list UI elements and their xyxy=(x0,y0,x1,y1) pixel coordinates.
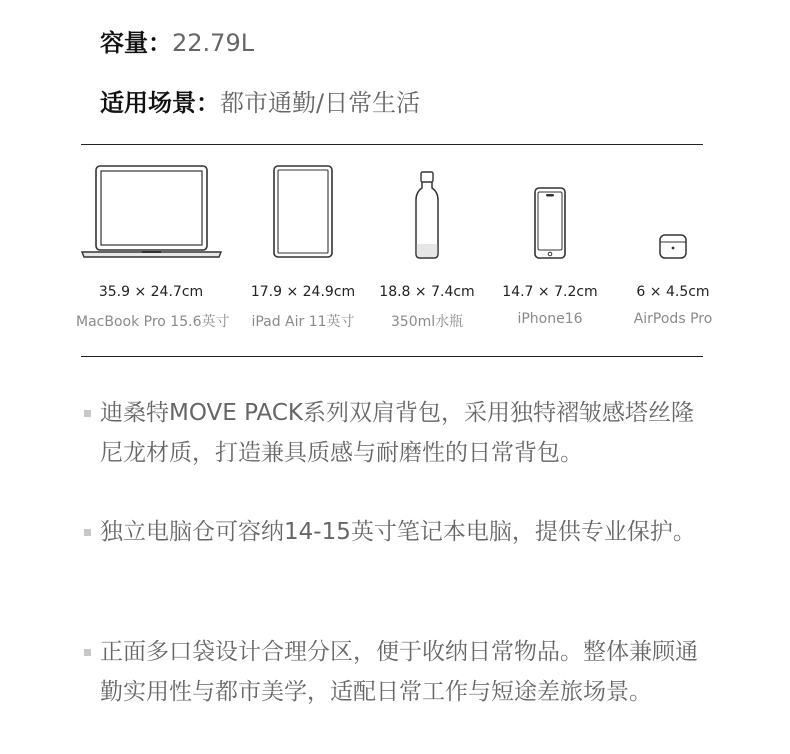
laptop-icon xyxy=(76,160,226,270)
item-size: 35.9 × 24.7cm xyxy=(98,284,204,300)
item-size: 14.7 × 7.2cm xyxy=(502,284,598,300)
item-name: MacBook Pro 15.6英寸 xyxy=(76,314,230,330)
divider-bottom xyxy=(81,356,703,357)
feature-bullet xyxy=(100,393,700,473)
item-size: 18.8 × 7.4cm xyxy=(379,284,475,300)
divider-top xyxy=(81,144,703,145)
usage-spec xyxy=(100,88,420,118)
usage-label: 适用场景： xyxy=(100,89,220,117)
capacity-spec xyxy=(100,28,254,58)
earbuds-case-icon xyxy=(598,160,748,270)
item-name: iPad Air 11英寸 xyxy=(251,314,355,330)
item-name: iPhone16 xyxy=(517,311,583,327)
item-size: 17.9 × 24.9cm xyxy=(250,284,356,300)
bullet-marker xyxy=(84,529,91,536)
bullet-marker xyxy=(84,649,91,656)
feature-text: 独立电脑仓可容纳14-15英寸笔记本电脑，提供专业保护。 xyxy=(100,519,696,545)
item-name: AirPods Pro xyxy=(633,311,713,327)
feature-text: 正面多口袋设计合理分区，便于收纳日常物品。整体兼顾通勤实用性与都市美学，适配日常工作与短途差旅场景。 xyxy=(100,639,698,705)
capacity-value: 22.79L xyxy=(172,29,255,57)
item-name: 350ml水瓶 xyxy=(390,314,464,330)
usage-value: 都市通勤/日常生活 xyxy=(220,89,421,117)
feature-text: 迪桑特MOVE PACK系列双肩背包，采用独特褶皱感塔丝隆尼龙材质，打造兼具质感与耐磨性的日常背包。 xyxy=(100,400,694,466)
feature-bullet xyxy=(100,512,700,552)
feature-bullet xyxy=(100,632,700,712)
capacity-label: 容量： xyxy=(100,29,172,57)
item-size: 6 × 4.5cm xyxy=(636,284,710,300)
bullet-marker xyxy=(84,410,91,417)
